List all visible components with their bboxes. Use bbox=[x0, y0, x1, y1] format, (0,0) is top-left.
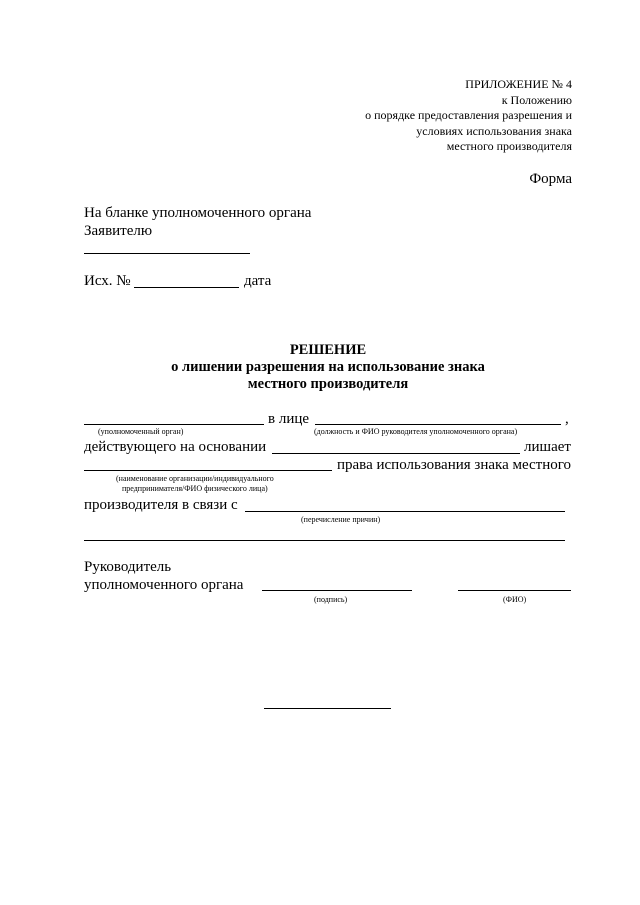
form-label: Форма bbox=[529, 171, 572, 187]
comma: , bbox=[565, 411, 569, 427]
bottom-line bbox=[264, 708, 391, 709]
appendix-number: ПРИЛОЖЕНИЕ № 4 bbox=[465, 77, 572, 91]
decision-subtitle: о лишении разрешения на использование знака bbox=[171, 359, 485, 375]
appendix-conditions: условиях использования знака bbox=[416, 123, 572, 138]
position-line bbox=[315, 424, 561, 425]
recipient-label: Заявителю bbox=[84, 223, 153, 239]
letterhead-note: На бланке уполномоченного органа bbox=[84, 205, 312, 221]
outgoing-number-label: Исх. № bbox=[84, 273, 131, 289]
organization-hint-2: предпринимателя/ФИО физического лица) bbox=[122, 484, 268, 493]
appendix-producer: местного производителя bbox=[446, 139, 572, 153]
signature-line bbox=[262, 590, 412, 591]
fio-hint: (ФИО) bbox=[503, 595, 527, 604]
appendix-procedure: о порядке предоставления разрешения и bbox=[365, 108, 572, 122]
reasons-hint: (перечисление причин) bbox=[301, 515, 381, 524]
authority-label: уполномоченного органа bbox=[84, 577, 244, 593]
decision-title: РЕШЕНИЕ bbox=[289, 342, 367, 358]
authority-line bbox=[84, 424, 264, 425]
rights-label: права использования знака местного bbox=[337, 457, 572, 473]
basis-line bbox=[272, 453, 520, 454]
due-to-label: производителя в связи с bbox=[84, 497, 238, 513]
authority-hint: (уполномоченный орган) bbox=[98, 427, 184, 436]
in-person-label: в лице bbox=[268, 411, 310, 427]
deprives-label: лишает bbox=[524, 439, 571, 455]
appendix-regulation: к Положению bbox=[501, 92, 572, 107]
position-hint: (должность и ФИО руководителя уполномоченного органа) bbox=[314, 427, 518, 436]
acting-basis-label: действующего на основании bbox=[84, 439, 267, 455]
decision-subtitle-2: местного производителя bbox=[247, 376, 409, 392]
organization-line bbox=[84, 470, 332, 471]
reasons-line bbox=[245, 511, 565, 512]
organization-hint: (наименование организации/индивидуального bbox=[116, 474, 274, 483]
signature-hint: (подпись) bbox=[314, 595, 348, 604]
reasons-continuation-line bbox=[84, 540, 565, 541]
outgoing-date-label: дата bbox=[244, 273, 272, 289]
outgoing-number-line bbox=[134, 287, 239, 288]
recipient-line bbox=[84, 253, 250, 254]
fio-line bbox=[458, 590, 571, 591]
head-label: Руководитель bbox=[84, 559, 172, 575]
